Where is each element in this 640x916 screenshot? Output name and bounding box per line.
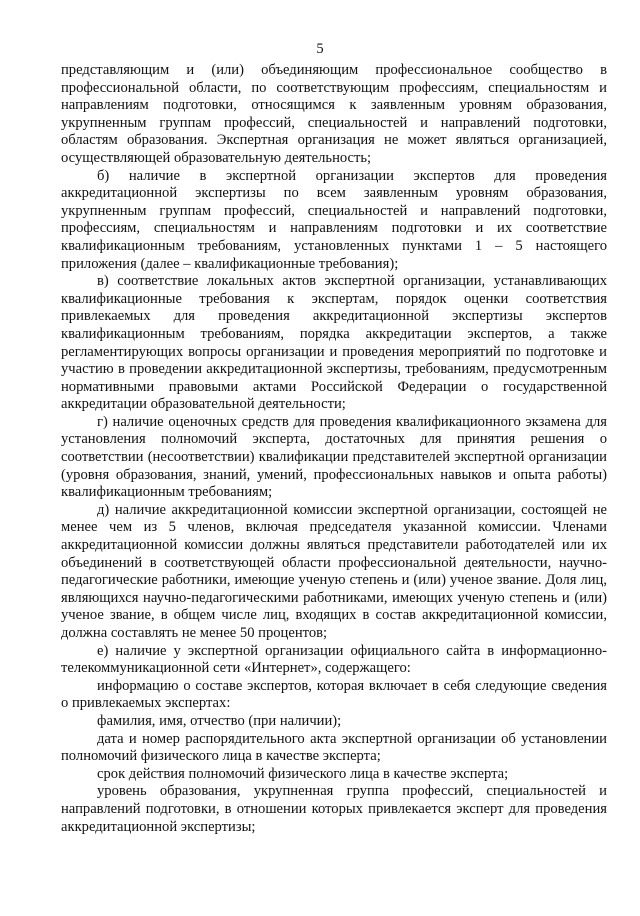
page-number: 5 [316,41,324,57]
paragraph-e: е) наличие у экспертной организации официального сайта в информационно-телекоммуникационной сети «Интернет», содержащего: [61,642,607,677]
document-body [61,62,607,836]
paragraph-act-date: дата и номер распорядительного акта экспертной организации об установлении полномочий физического лица в качестве эксперта; [61,730,607,765]
paragraph-full-name: фамилия, имя, отчество (при наличии); [97,712,342,729]
paragraph-experts-info: информацию о составе экспертов, которая включает в себя следующие сведения о привлекаемых экспертах: [61,677,607,712]
paragraph-term: срок действия полномочий физического лица в качестве эксперта; [97,765,509,782]
paragraph-d: д) наличие аккредитационной комиссии экспертной организации, состоящей не менее чем из 5 членов, включая председателя указанной комиссии. Членами аккредитационной комиссии должны являться представители работодателей или их объединений в соответствующей области профессиональной деятельности, научно-педагогические работники, имеющие ученую степень и (или) ученое звание. Доля лиц, являющихся научно-педагогическими работниками, имеющих ученую степень и (или) ученое звание, в общем числе лиц, входящих в состав аккредитационной комиссии, должна составлять не менее 50 процентов; [61,501,607,641]
paragraph-continuation: представляющим и (или) объединяющим профессиональное сообщество в профессиональной области, по соответствующим профессиям, специальностям и направлениям подготовки, относящимся к заявленным уровням образования, укрупненным группам профессий, специальностей и направлений подготовки, областям образования. Экспертная организация не может являться организацией, осуществляющей образовательную деятельность; [61,62,607,166]
paragraph-education-level: уровень образования, укрупненная группа профессий, специальностей и направлений подготовки, в отношении которых привлекается эксперт для проведения аккредитационной экспертизы; [61,783,607,835]
paragraph-v: в) соответствие локальных актов экспертной организации, устанавливающих квалификационные требования к экспертам, порядок оценки соответствия привлекаемых для проведения аккредитационной экспертизы экспертов квалификационным требованиям, порядка аккредитации экспертов, а также регламентирующих вопросы организации и проведения мероприятий по подготовке и участию в проведении аккредитационной экспертизы, требованиям, предусмотренным нормативными правовыми актами Российской Федерации о государственной аккредитации образовательной деятельности; [61,273,607,413]
paragraph-g: г) наличие оценочных средств для проведения квалификационного экзамена для установления полномочий эксперта, достаточных для принятия решения о соответствии (несоответствии) квалификации представителей экспертной организации (уровня образования, знаний, умений, профессиональных навыков и опыта работы) квалификационным требованиям; [61,413,607,501]
paragraph-b: б) наличие в экспертной организации экспертов для проведения аккредитационной экспертизы по всем заявленным уровням образования, укрупненным группам профессий, специальностей и направлений подготовки, профессиям, специальностям и направлениям подготовки и их соответствие квалификационным требованиям, установленных пунктами 1 – 5 настоящего приложения (далее – квалификационные требования); [61,167,607,272]
